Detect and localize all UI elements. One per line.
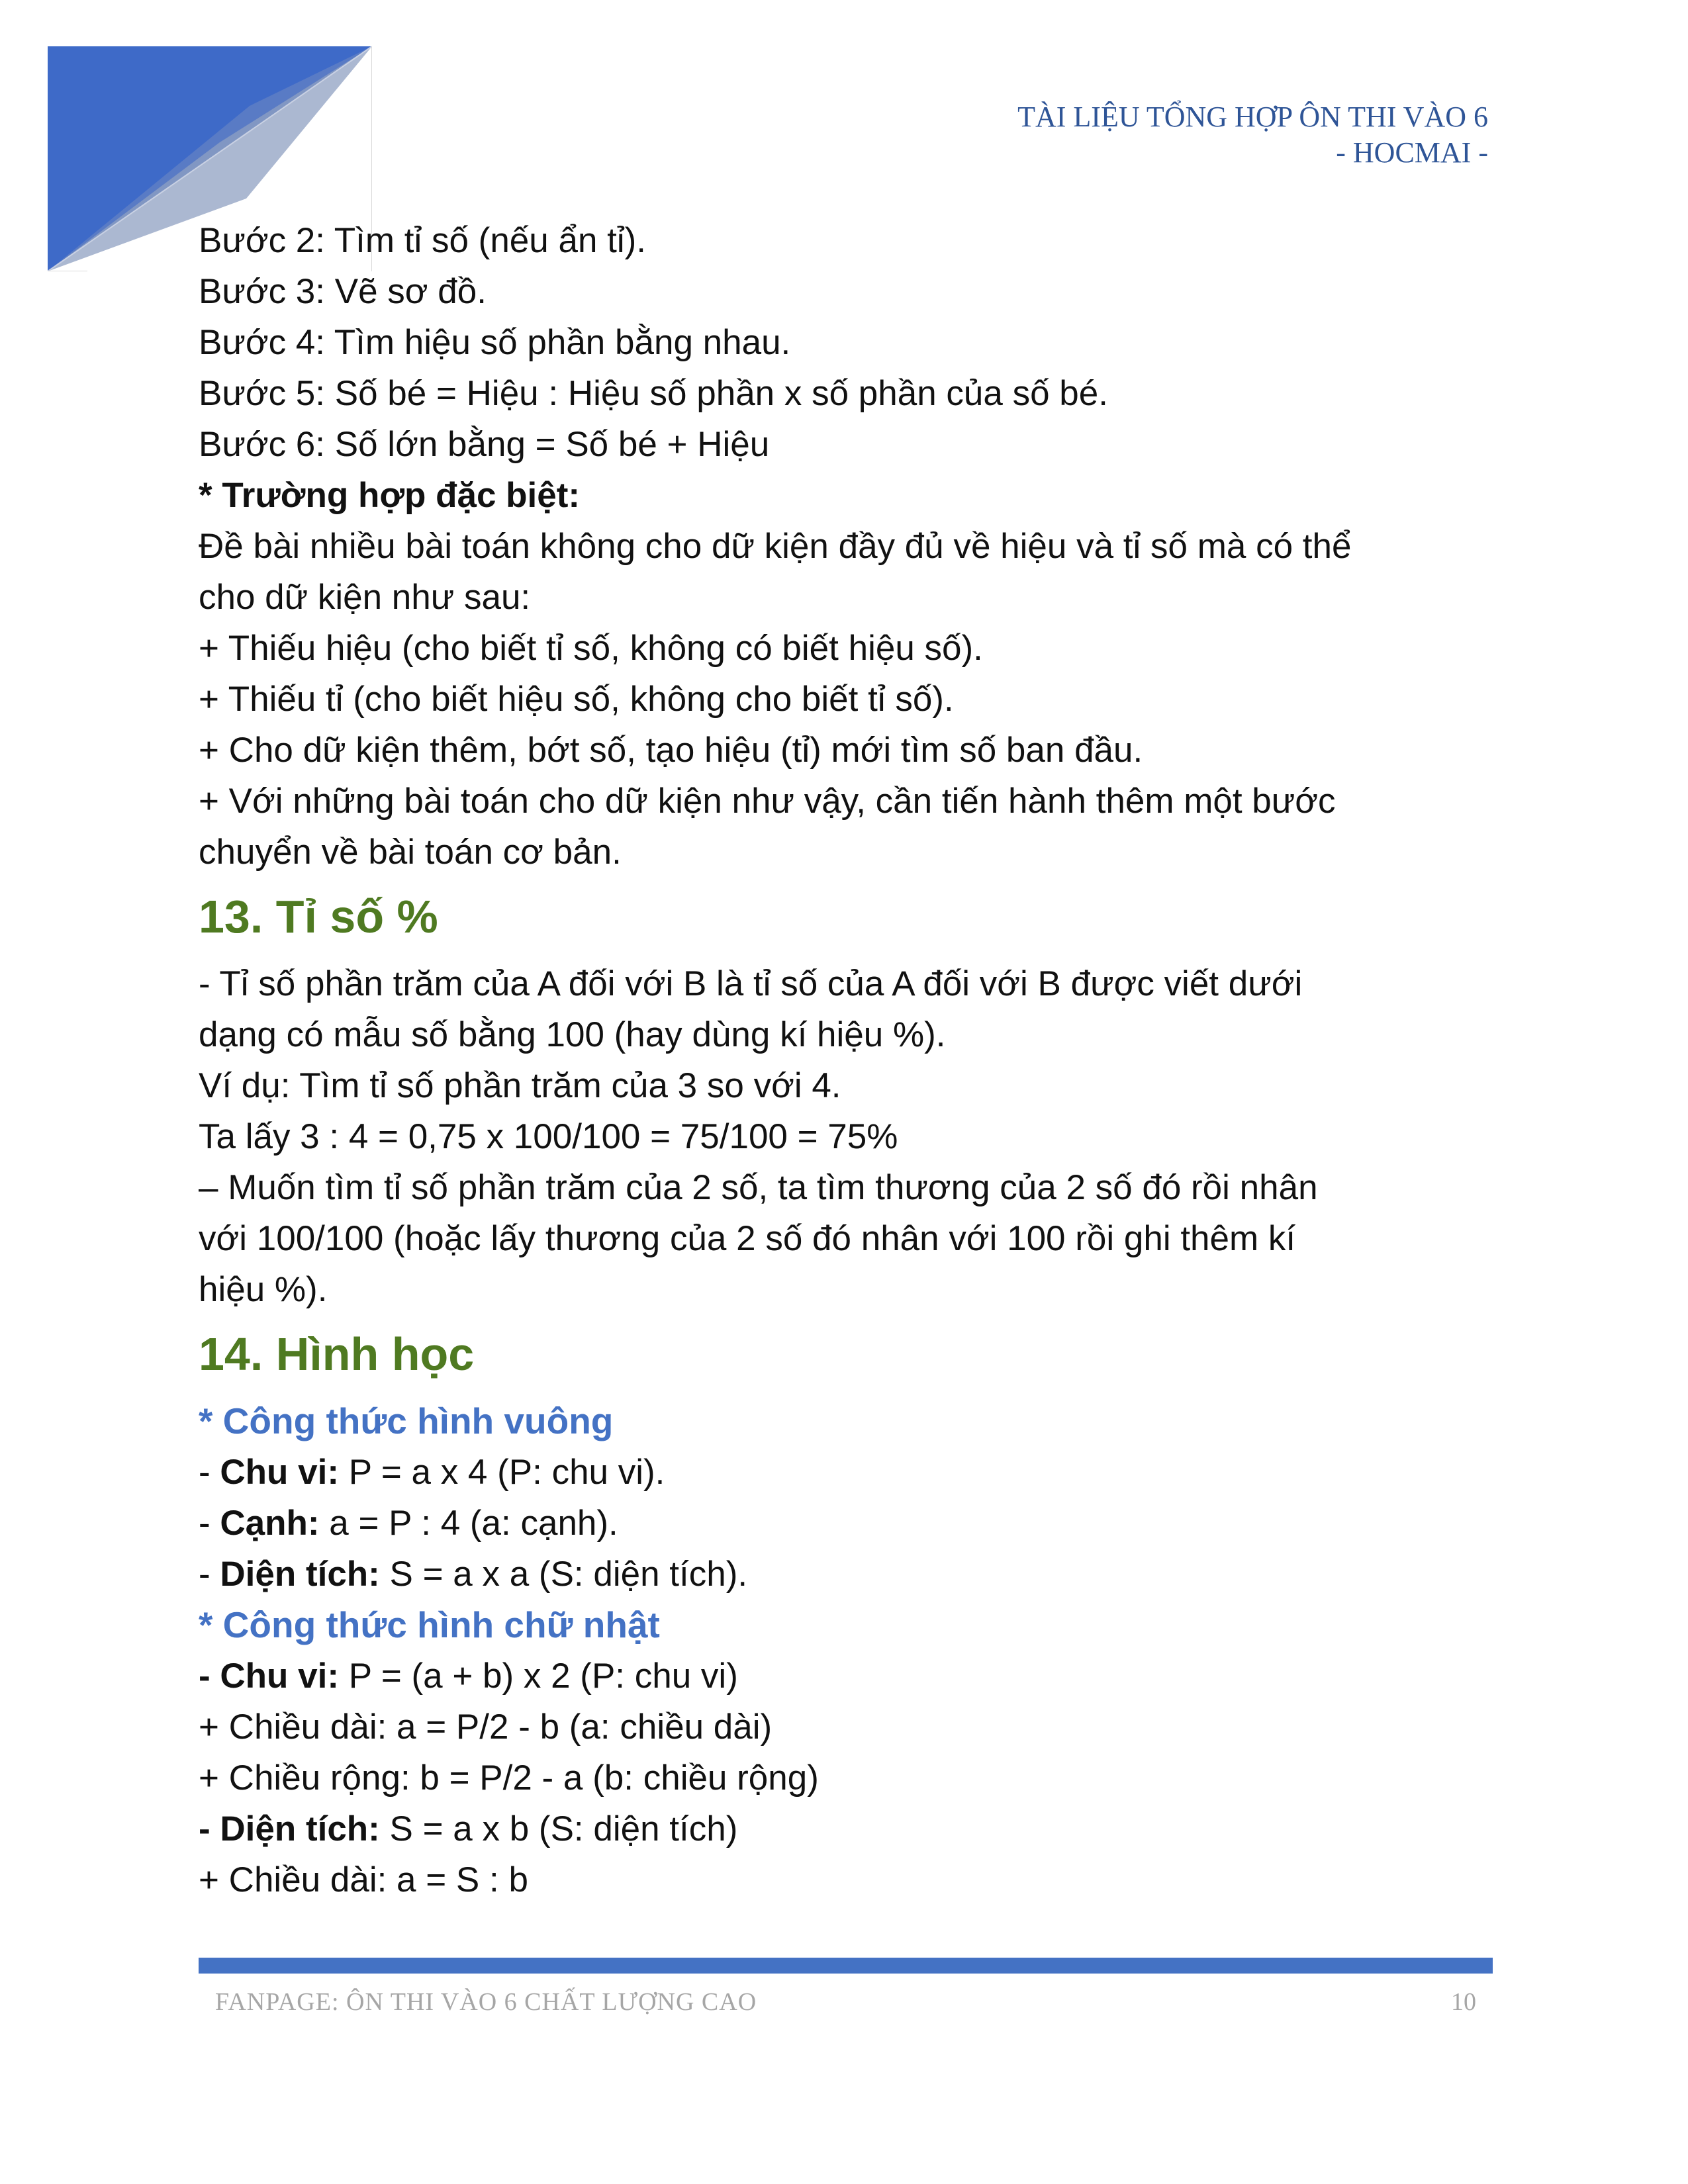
square-formula-heading: * Công thức hình vuông: [199, 1400, 614, 1441]
section-13-line: hiệu %).: [199, 1270, 328, 1309]
page-number: 10: [1451, 1988, 1476, 2016]
step-2: Bước 2: Tìm tỉ số (nếu ẩn tỉ).: [199, 221, 647, 260]
special-item: + Cho dữ kiện thêm, bớt số, tạo hiệu (tỉ) mới tìm số ban đầu.: [199, 731, 1143, 770]
square-perimeter-formula: P = a x 4 (P: chu vi).: [338, 1453, 665, 1492]
page-header: [1017, 99, 1488, 171]
special-last-line-2: chuyển về bài toán cơ bản.: [199, 833, 622, 872]
special-item: + Thiếu tỉ (cho biết hiệu số, không cho biết tỉ số).: [199, 680, 954, 719]
rectangle-perimeter: [199, 1651, 1496, 1702]
rectangle-area: [199, 1803, 1496, 1854]
square-area-label: Diện tích:: [220, 1555, 380, 1594]
square-area-formula: S = a x a (S: diện tích).: [379, 1555, 748, 1594]
header-subtitle: - HOCMAI -: [1336, 136, 1488, 169]
special-case-heading: * Trường hợp đặc biệt:: [199, 476, 581, 515]
special-intro-line-1: Đề bài nhiều bài toán không cho dữ kiện đầy đủ về hiệu và tỉ số mà có thể: [199, 527, 1352, 566]
step-3: Bước 3: Vẽ sơ đồ.: [199, 272, 487, 311]
section-13-title: 13. Tỉ số %: [199, 891, 438, 942]
square-side-dash: -: [199, 1504, 220, 1543]
special-item: + Thiếu hiệu (cho biết tỉ số, không có biết hiệu số).: [199, 629, 983, 668]
square-side-formula: a = P : 4 (a: cạnh).: [319, 1504, 618, 1543]
rectangle-formula-heading: * Công thức hình chữ nhật: [199, 1604, 660, 1645]
square-area-dash: -: [199, 1555, 220, 1594]
section-13-line: dạng có mẫu số bằng 100 (hay dùng kí hiệu %).: [199, 1015, 946, 1054]
section-13-line: Ví dụ: Tìm tỉ số phần trăm của 3 so với 4.: [199, 1066, 841, 1105]
rectangle-perimeter-formula: P = (a + b) x 2 (P: chu vi): [338, 1657, 738, 1696]
rectangle-length-from-area: + Chiều dài: a = S : b: [199, 1860, 528, 1899]
page-content: [199, 215, 1496, 1905]
section-13-line: – Muốn tìm tỉ số phần trăm của 2 số, ta tìm thương của 2 số đó rồi nhân: [199, 1168, 1318, 1207]
rectangle-length-from-perimeter: + Chiều dài: a = P/2 - b (a: chiều dài): [199, 1707, 773, 1747]
square-area: [199, 1549, 1496, 1600]
section-13-line: Ta lấy 3 : 4 = 0,75 x 100/100 = 75/100 = 75%: [199, 1117, 898, 1156]
rectangle-area-formula: S = a x b (S: diện tích): [379, 1809, 738, 1848]
square-perimeter-label: Chu vi:: [220, 1453, 339, 1492]
square-side-label: Cạnh:: [220, 1504, 320, 1543]
square-perimeter-dash: -: [199, 1453, 220, 1492]
special-intro-line-2: cho dữ kiện như sau:: [199, 578, 531, 617]
footer-fanpage: FANPAGE: ÔN THI VÀO 6 CHẤT LƯỢNG CAO: [215, 1988, 757, 2016]
header-title: TÀI LIỆU TỔNG HỢP ÔN THI VÀO 6: [1017, 101, 1488, 133]
section-13-line: - Tỉ số phần trăm của A đối với B là tỉ số của A đối với B được viết dưới: [199, 964, 1303, 1003]
step-4: Bước 4: Tìm hiệu số phần bằng nhau.: [199, 323, 791, 362]
section-13-line: với 100/100 (hoặc lấy thương của 2 số đó nhân với 100 rồi ghi thêm kí: [199, 1219, 1296, 1258]
rectangle-width-from-perimeter: + Chiều rộng: b = P/2 - a (b: chiều rộng): [199, 1758, 819, 1797]
rectangle-perimeter-label: - Chu vi:: [199, 1657, 339, 1696]
square-side: [199, 1498, 1496, 1549]
square-perimeter: [199, 1447, 1496, 1498]
footer-divider: [199, 1958, 1493, 1974]
step-6: Bước 6: Số lớn bằng = Số bé + Hiệu: [199, 425, 770, 464]
step-5: Bước 5: Số bé = Hiệu : Hiệu số phần x số phần của số bé.: [199, 374, 1108, 413]
rectangle-area-label: - Diện tích:: [199, 1809, 380, 1848]
special-last-line-1: + Với những bài toán cho dữ kiện như vậy, cần tiến hành thêm một bước: [199, 782, 1336, 821]
section-14-title: 14. Hình học: [199, 1328, 475, 1380]
